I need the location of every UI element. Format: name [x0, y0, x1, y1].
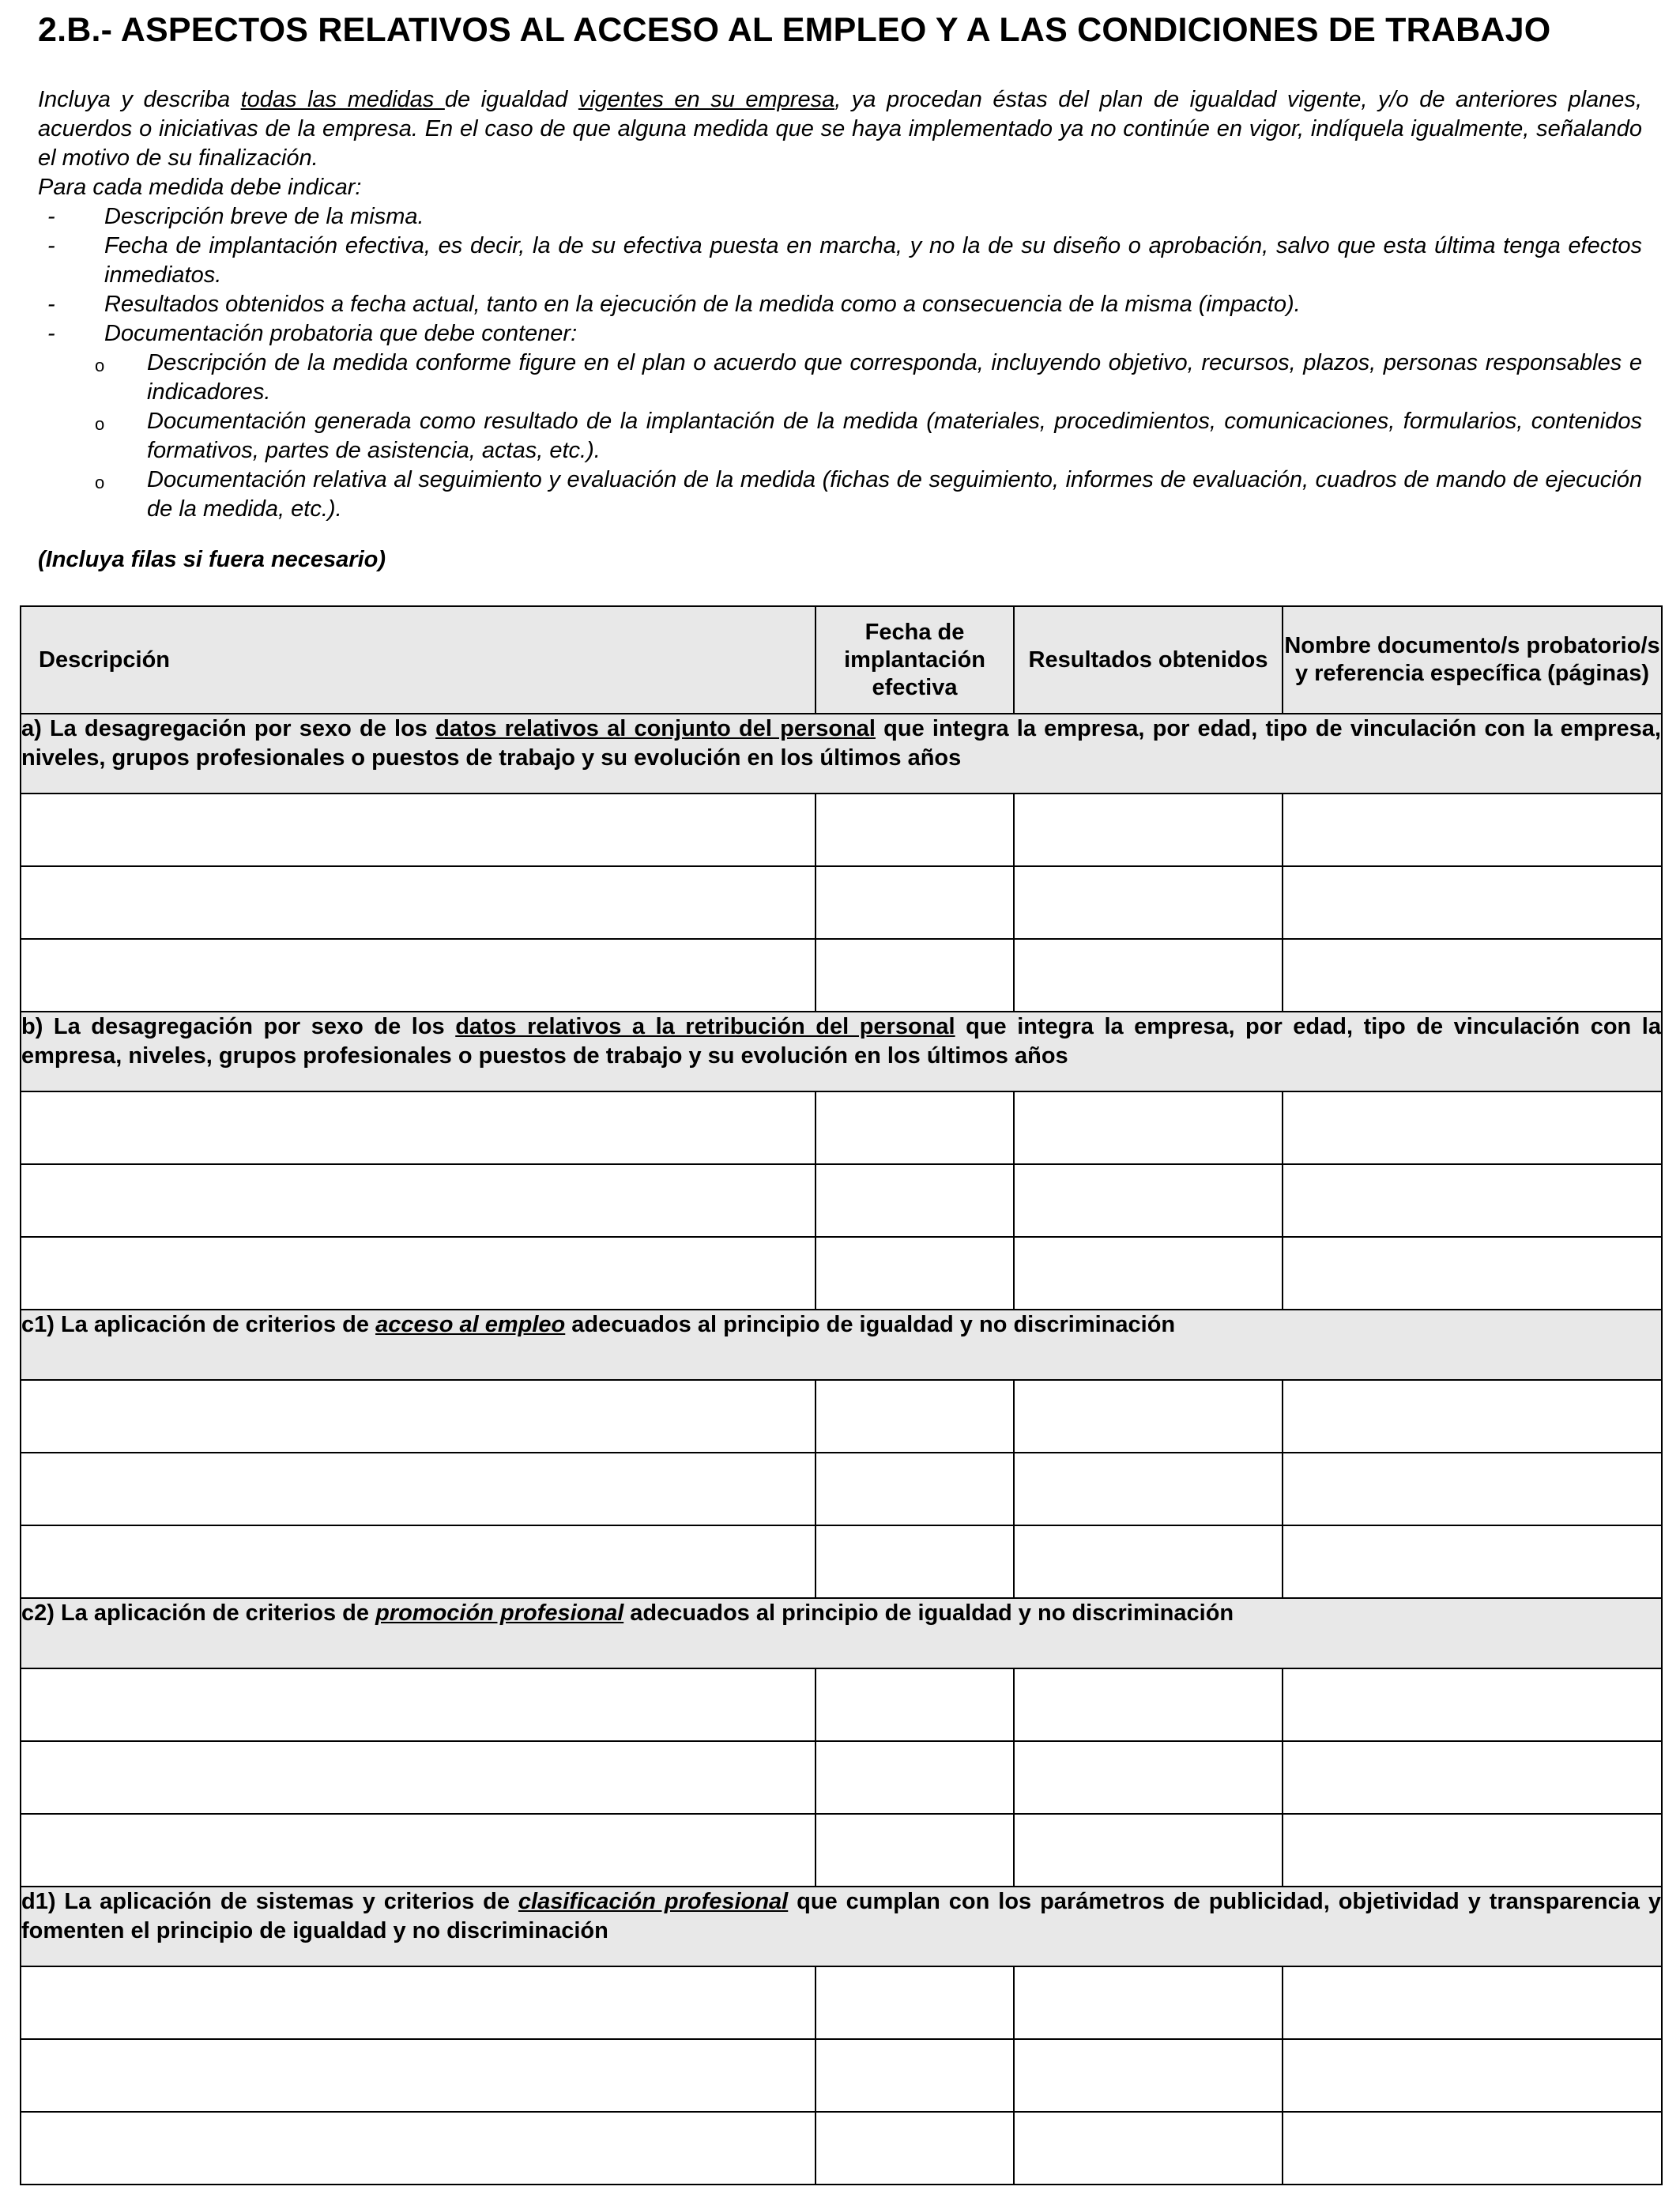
intro-text: de igualdad: [444, 87, 578, 112]
table-row: [21, 1237, 1662, 1310]
resultados-cell[interactable]: [1014, 1453, 1283, 1525]
dash-marker: -: [47, 233, 55, 258]
descripcion-cell[interactable]: [21, 1380, 816, 1453]
fecha-cell[interactable]: [816, 1668, 1014, 1741]
list-item: [38, 290, 1642, 319]
documento-cell[interactable]: [1283, 794, 1662, 866]
section-row-c2: [21, 1598, 1662, 1668]
section-text: d1) La aplicación de sistemas y criterios de: [21, 1889, 518, 1914]
section-label: [21, 1598, 1662, 1668]
documento-cell[interactable]: [1283, 939, 1662, 1012]
resultados-cell[interactable]: [1014, 1668, 1283, 1741]
intro-text: Incluya y describa: [38, 87, 241, 112]
section-row-a: [21, 714, 1662, 794]
section-text: que cumplan con los parámetros de publicidad, objetividad y transparencia y fomenten el principio de igualdad y no discriminación: [21, 1889, 1661, 1943]
table-row: [21, 939, 1662, 1012]
sub-list-item: [38, 407, 1642, 466]
sub-list-item-text: Documentación generada como resultado de la implantación de la medida (materiales, procedimientos, comunicaciones, formularios, contenidos formativos, partes de asistencia, actas, etc.).: [147, 409, 1642, 463]
documento-cell[interactable]: [1283, 866, 1662, 939]
list-item-text: Fecha de implantación efectiva, es decir, la de su efectiva puesta en marcha, y no la de su diseño o aprobación, salvo que esta última tenga efectos inmediatos.: [104, 233, 1642, 288]
documento-cell[interactable]: [1283, 1164, 1662, 1237]
descripcion-cell[interactable]: [21, 794, 816, 866]
dash-marker: -: [47, 292, 55, 317]
documento-cell[interactable]: [1283, 1453, 1662, 1525]
descripcion-cell[interactable]: [21, 1164, 816, 1237]
section-text: c2) La aplicación de criterios de: [21, 1600, 376, 1626]
resultados-cell[interactable]: [1014, 1741, 1283, 1814]
fecha-cell[interactable]: [816, 1525, 1014, 1598]
descripcion-cell[interactable]: [21, 1237, 816, 1310]
fecha-cell[interactable]: [816, 1741, 1014, 1814]
instructions: [38, 85, 1642, 524]
table-row: [21, 1453, 1662, 1525]
resultados-cell[interactable]: [1014, 794, 1283, 866]
descripcion-cell[interactable]: [21, 1453, 816, 1525]
section-text: a) La desagregación por sexo de los: [21, 716, 436, 741]
table-row: [21, 866, 1662, 939]
table-row: [21, 1091, 1662, 1164]
descripcion-cell[interactable]: [21, 1091, 816, 1164]
documento-cell[interactable]: [1283, 1380, 1662, 1453]
list-item-text: Documentación probatoria que debe contener:: [104, 321, 578, 346]
resultados-cell[interactable]: [1014, 2112, 1283, 2185]
measures-table: [20, 605, 1663, 2185]
section-row-b: [21, 1012, 1662, 1091]
fecha-cell[interactable]: [816, 1453, 1014, 1525]
para-indicar: Para cada medida debe indicar:: [38, 175, 362, 200]
documento-cell[interactable]: [1283, 1525, 1662, 1598]
note-add-rows: (Incluya filas si fuera necesario): [38, 547, 386, 572]
fecha-cell[interactable]: [816, 939, 1014, 1012]
fecha-cell[interactable]: [816, 1237, 1014, 1310]
fecha-cell[interactable]: [816, 1164, 1014, 1237]
table-row: [21, 1668, 1662, 1741]
table-row: [21, 1814, 1662, 1887]
resultados-cell[interactable]: [1014, 939, 1283, 1012]
table-row: [21, 1525, 1662, 1598]
section-key-text: acceso al empleo: [375, 1312, 566, 1337]
dash-marker: -: [47, 321, 55, 346]
documento-cell[interactable]: [1283, 1741, 1662, 1814]
descripcion-cell[interactable]: [21, 866, 816, 939]
descripcion-cell[interactable]: [21, 2039, 816, 2112]
resultados-cell[interactable]: [1014, 1814, 1283, 1887]
sub-list-item: [38, 349, 1642, 407]
descripcion-cell[interactable]: [21, 1668, 816, 1741]
resultados-cell[interactable]: [1014, 1380, 1283, 1453]
fecha-cell[interactable]: [816, 1091, 1014, 1164]
documento-cell[interactable]: [1283, 1814, 1662, 1887]
descripcion-cell[interactable]: [21, 1966, 816, 2039]
resultados-cell[interactable]: [1014, 866, 1283, 939]
fecha-cell[interactable]: [816, 1966, 1014, 2039]
section-text: c1) La aplicación de criterios de: [21, 1312, 376, 1337]
fecha-cell[interactable]: [816, 866, 1014, 939]
section-key-text: clasificación profesional: [518, 1889, 789, 1914]
section-label: [21, 1012, 1662, 1091]
header-resultados: Resultados obtenidos: [1014, 606, 1283, 714]
dash-marker: -: [47, 204, 55, 229]
resultados-cell[interactable]: [1014, 1091, 1283, 1164]
fecha-cell[interactable]: [816, 1814, 1014, 1887]
documento-cell[interactable]: [1283, 1091, 1662, 1164]
fecha-cell[interactable]: [816, 1380, 1014, 1453]
section-key-text: datos relativos a la retribución del personal: [455, 1014, 955, 1039]
section-row-c1: [21, 1310, 1662, 1380]
descripcion-cell[interactable]: [21, 1814, 816, 1887]
documento-cell[interactable]: [1283, 2039, 1662, 2112]
documento-cell[interactable]: [1283, 1668, 1662, 1741]
intro-text: , ya procedan éstas del plan de igualdad vigente, y/o de anteriores planes, acuerdos o iniciativas de la empresa. En el caso de que alguna medida que se haya implementado ya no continúe en vigor, indíquela igualmente, señalando el motivo de su finalización.: [38, 87, 1642, 171]
fecha-cell[interactable]: [816, 2039, 1014, 2112]
header-descripcion: Descripción: [21, 606, 816, 714]
resultados-cell[interactable]: [1014, 2039, 1283, 2112]
circle-bullet-icon: o: [95, 414, 105, 434]
list-item: [38, 232, 1642, 290]
circle-bullet-icon: o: [95, 356, 105, 375]
list-item-text: Resultados obtenidos a fecha actual, tanto en la ejecución de la medida como a consecuencia de la misma (impacto).: [104, 292, 1301, 317]
descripcion-cell[interactable]: [21, 939, 816, 1012]
table-row: [21, 1966, 1662, 2039]
table-row: [21, 1380, 1662, 1453]
header-fecha: Fecha de implantación efectiva: [816, 606, 1014, 714]
section-text: adecuados al principio de igualdad y no discriminación: [623, 1600, 1234, 1626]
fecha-cell[interactable]: [816, 2112, 1014, 2185]
intro-underlined-text: todas las medidas: [240, 87, 445, 112]
table-row: [21, 2112, 1662, 2185]
documento-cell[interactable]: [1283, 1237, 1662, 1310]
section-text: que integra la empresa, por edad, tipo de vinculación con la empresa, niveles, grupos profesionales o puestos de trabajo y su evolución en los últimos años: [21, 1014, 1661, 1069]
intro-underlined-text: vigentes en su empresa: [578, 87, 835, 112]
sub-list-item-text: Descripción de la medida conforme figure en el plan o acuerdo que corresponda, incluyendo objetivo, recursos, plazos, personas responsables e indicadores.: [147, 350, 1642, 405]
table-row: [21, 794, 1662, 866]
fecha-cell[interactable]: [816, 794, 1014, 866]
list-item-text: Descripción breve de la misma.: [104, 204, 424, 229]
table-header-row: [21, 606, 1662, 714]
section-label: [21, 714, 1662, 794]
resultados-cell[interactable]: [1014, 1164, 1283, 1237]
section-row-d1: [21, 1887, 1662, 1966]
resultados-cell[interactable]: [1014, 1237, 1283, 1310]
list-item: [38, 319, 1642, 349]
resultados-cell[interactable]: [1014, 1966, 1283, 2039]
section-text: adecuados al principio de igualdad y no discriminación: [565, 1312, 1176, 1337]
resultados-cell[interactable]: [1014, 1525, 1283, 1598]
section-label: [21, 1887, 1662, 1966]
table-row: [21, 2039, 1662, 2112]
sub-list-item: [38, 466, 1642, 524]
header-documento: Nombre documento/s probatorio/s y referencia específica (páginas): [1283, 606, 1662, 714]
section-text: b) La desagregación por sexo de los: [21, 1014, 456, 1039]
page-title: 2.B.- ASPECTOS RELATIVOS AL ACCESO AL EMPLEO Y A LAS CONDICIONES DE TRABAJO: [38, 11, 1551, 49]
descripcion-cell[interactable]: [21, 1741, 816, 1814]
descripcion-cell[interactable]: [21, 2112, 816, 2185]
section-key-text: datos relativos al conjunto del personal: [435, 716, 876, 741]
intro-paragraph: [38, 85, 1642, 173]
section-label: [21, 1310, 1662, 1380]
documento-cell[interactable]: [1283, 1966, 1662, 2039]
documento-cell[interactable]: [1283, 2112, 1662, 2185]
sub-list-item-text: Documentación relativa al seguimiento y evaluación de la medida (fichas de seguimiento, informes de evaluación, cuadros de mando de ejecución de la medida, etc.).: [147, 467, 1642, 522]
section-text: que integra la empresa, por edad, tipo de vinculación con la empresa, niveles, grupos profesionales o puestos de trabajo y su evolución en los últimos años: [21, 716, 1661, 771]
list-item: [38, 202, 1642, 232]
descripcion-cell[interactable]: [21, 1525, 816, 1598]
table-row: [21, 1741, 1662, 1814]
table-row: [21, 1164, 1662, 1237]
section-key-text: promoción profesional: [375, 1600, 624, 1626]
circle-bullet-icon: o: [95, 473, 105, 492]
